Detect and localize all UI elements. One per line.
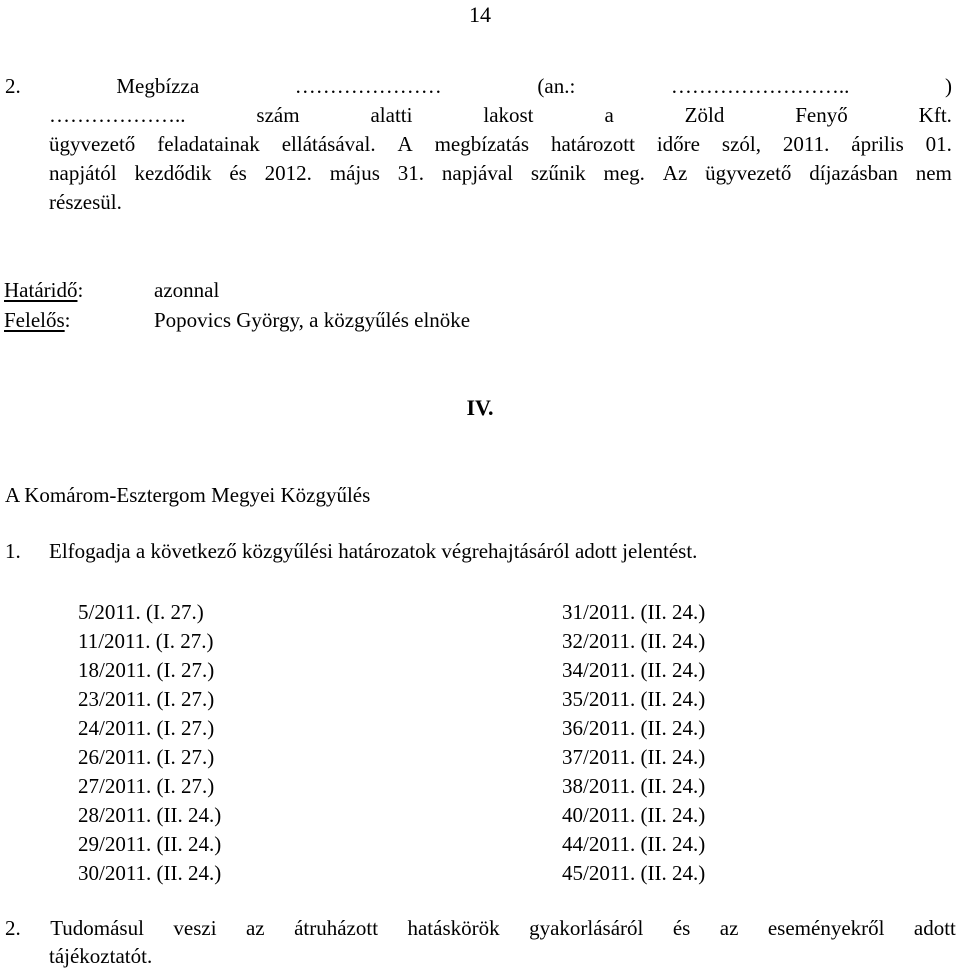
word: meg.	[603, 161, 645, 185]
word: ügyvezető	[705, 161, 792, 185]
word: 2011.	[782, 132, 830, 156]
resolution-item: 26/2011. (I. 27.)	[78, 745, 215, 769]
word: határozott	[550, 132, 635, 156]
item2-line1	[5, 72, 952, 100]
word: a	[604, 103, 614, 127]
word: Zöld	[684, 103, 725, 127]
page-number: 14	[469, 2, 491, 27]
word: alatti	[370, 103, 413, 127]
item2b-line1	[5, 914, 956, 942]
word: veszi	[173, 916, 217, 940]
word: A	[397, 132, 413, 156]
resolution-item: 18/2011. (I. 27.)	[78, 658, 215, 682]
word: Tudomásul	[50, 916, 144, 940]
word: és	[229, 161, 247, 185]
item1-text: Elfogadja a következő közgyűlési határozatok végrehajtásáról adott jelentést.	[49, 539, 698, 563]
word: 2012.	[264, 161, 312, 185]
word: adott	[913, 916, 956, 940]
item2-line2	[49, 101, 952, 129]
word: április	[851, 132, 904, 156]
word: szól,	[721, 132, 761, 156]
deadline-label: Határidő	[4, 278, 78, 302]
responsible-value: Popovics György, a közgyűlés elnöke	[154, 308, 471, 332]
resolution-item: 5/2011. (I. 27.)	[78, 600, 204, 624]
word: Az	[662, 161, 688, 185]
responsible-label-group	[4, 306, 71, 334]
word: lakost	[483, 103, 534, 127]
resolution-item: 28/2011. (II. 24.)	[78, 803, 222, 827]
resolution-item: 45/2011. (II. 24.)	[562, 861, 706, 885]
deadline-colon: :	[77, 278, 84, 302]
word: 31.	[397, 161, 425, 185]
responsible-colon: :	[64, 308, 71, 332]
word: 2.	[5, 916, 21, 940]
word: ……………………..	[670, 74, 850, 98]
item2b-line2: tájékoztatót.	[49, 944, 153, 968]
resolutions-right-column	[562, 598, 705, 888]
word: gyakorlásáról	[529, 916, 644, 940]
section-title: IV.	[466, 395, 494, 420]
word: az	[245, 916, 265, 940]
word: napjától	[49, 161, 117, 185]
word: szűnik	[530, 161, 586, 185]
word: időre	[656, 132, 700, 156]
responsible-label: Felelős	[4, 308, 65, 332]
resolution-item: 27/2011. (I. 27.)	[78, 774, 215, 798]
resolution-item: 36/2011. (II. 24.)	[562, 716, 706, 740]
word: ügyvezető	[49, 132, 136, 156]
word: feladatainak	[157, 132, 260, 156]
word: eseményekről	[767, 916, 885, 940]
resolution-item: 35/2011. (II. 24.)	[562, 687, 706, 711]
word: …………………	[294, 74, 442, 98]
word: kezdődik	[134, 161, 212, 185]
resolution-item: 11/2011. (I. 27.)	[78, 629, 214, 653]
resolution-item: 24/2011. (I. 27.)	[78, 716, 215, 740]
word: szám	[256, 103, 300, 127]
word: az	[719, 916, 739, 940]
word: Fenyő	[795, 103, 848, 127]
item2-line5: részesül.	[49, 190, 122, 214]
word: nem	[915, 161, 952, 185]
deadline-value: azonnal	[154, 278, 220, 302]
word: Megbízza	[116, 74, 200, 98]
resolutions-left-column	[78, 598, 221, 888]
word: május	[329, 161, 380, 185]
word: 01.	[925, 132, 952, 156]
resolution-item: 44/2011. (II. 24.)	[562, 832, 706, 856]
resolution-item: 40/2011. (II. 24.)	[562, 803, 706, 827]
item2-line4	[49, 159, 952, 187]
assembly-name: A Komárom-Esztergom Megyei Közgyűlés	[5, 483, 371, 507]
item2-line3	[49, 130, 952, 158]
resolution-item: 34/2011. (II. 24.)	[562, 658, 706, 682]
word: 2.	[5, 74, 21, 98]
resolution-item: 32/2011. (II. 24.)	[562, 629, 706, 653]
resolution-item: 23/2011. (I. 27.)	[78, 687, 215, 711]
word: megbízatás	[434, 132, 530, 156]
word: (an.:	[537, 74, 576, 98]
word: )	[945, 74, 952, 98]
resolution-item: 29/2011. (II. 24.)	[78, 832, 222, 856]
word: napjával	[441, 161, 514, 185]
word: díjazásban	[809, 161, 898, 185]
word: hatáskörök	[407, 916, 500, 940]
resolution-item: 38/2011. (II. 24.)	[562, 774, 706, 798]
item1-number: 1.	[5, 539, 21, 563]
word: ellátásával.	[281, 132, 376, 156]
deadline-label-group	[4, 276, 83, 304]
word: Kft.	[918, 103, 952, 127]
resolution-item: 30/2011. (II. 24.)	[78, 861, 222, 885]
resolution-item: 37/2011. (II. 24.)	[562, 745, 706, 769]
word: átruházott	[294, 916, 379, 940]
resolution-item: 31/2011. (II. 24.)	[562, 600, 706, 624]
word: ………………..	[49, 103, 186, 127]
word: és	[672, 916, 691, 940]
